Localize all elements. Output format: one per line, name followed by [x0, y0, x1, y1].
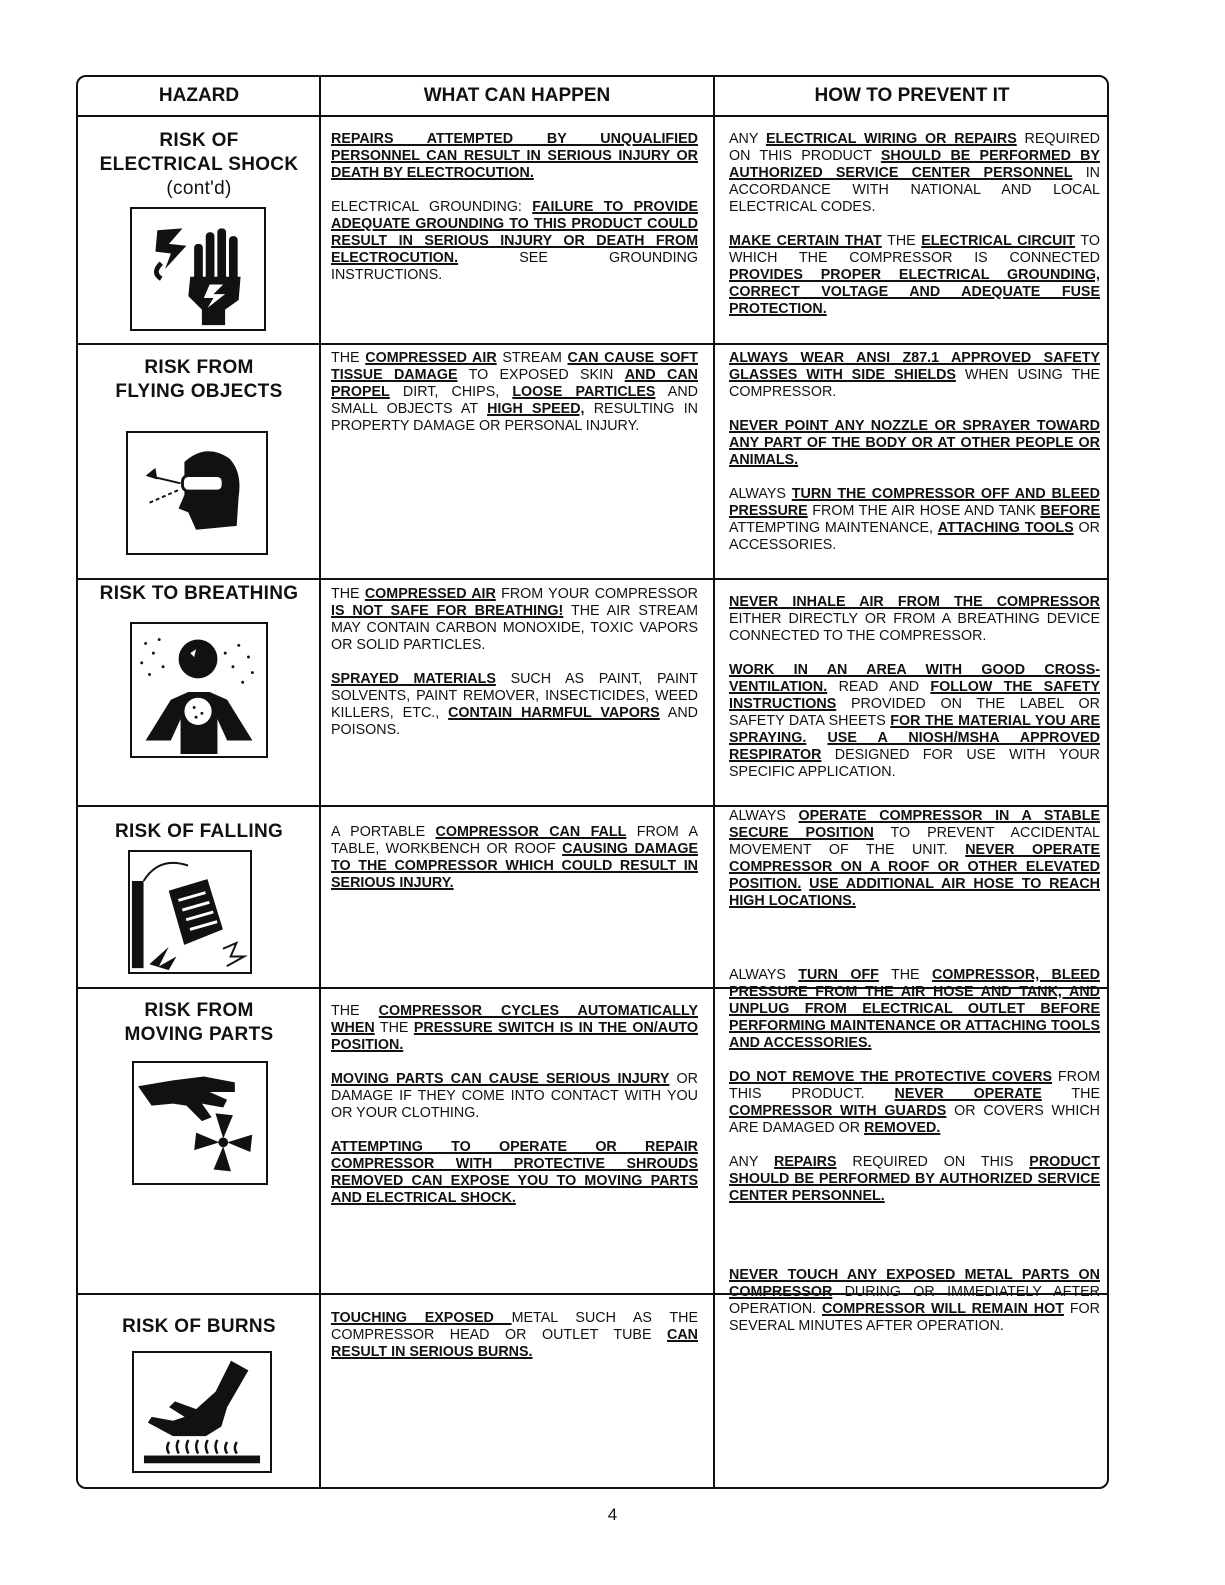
text-run: TO PREVENT ACCIDENTAL MOVEMENT OF THE UNIT. [729, 825, 1100, 858]
paragraph [729, 808, 1100, 910]
emphasized-text: COMPRESSED AIR [364, 586, 496, 602]
text-run: REQUIRED ON THIS [836, 1154, 1030, 1170]
column-divider [713, 77, 715, 1487]
column-divider [319, 77, 321, 1487]
text-run: ATTEMPTING MAINTENANCE, [729, 520, 938, 536]
paragraph [729, 662, 1100, 781]
paragraph [729, 1267, 1100, 1335]
text-run: AND SMALL OBJECTS AT [331, 384, 698, 417]
text-run: AND POISONS. [331, 705, 698, 738]
paragraph [331, 671, 698, 739]
text-run: IN ACCORDANCE WITH NATIONAL AND LOCAL ELECTRICAL CODES. [729, 165, 1100, 215]
hazard-table [76, 75, 1109, 1489]
emphasized-text: TURN THE COMPRESSOR OFF AND BLEED PRESSURE [729, 486, 1100, 519]
emphasized-text: FOR THE MATERIAL YOU ARE SPRAYING. [729, 713, 1101, 746]
hazard-title-burns: RISK OF BURNS [122, 1316, 276, 1337]
text-run: STREAM [496, 350, 568, 366]
text-run: THE [878, 967, 932, 983]
paragraph [331, 1071, 698, 1122]
paragraph [729, 131, 1100, 216]
paragraph [331, 131, 698, 182]
emphasized-text: SPRAYED MATERIALS [331, 671, 496, 687]
emphasized-text: AND CAN PROPEL [331, 367, 698, 400]
text-run: EITHER DIRECTLY OR FROM A BREATHING DEVICE CONNECTED TO THE COMPRESSOR. [729, 611, 1100, 644]
emphasized-text: NEVER INHALE AIR FROM THE COMPRESSOR [729, 594, 1100, 610]
emphasized-text: WORK IN AN AREA WITH GOOD CROSS-VENTILATION. [729, 662, 1100, 695]
emphasized-text: COMPRESSOR, BLEED PRESSURE FROM THE AIR HOSE AND TANK, AND UNPLUG FROM ELECTRICAL OUTLET BEFORE PERFORMING MAINTENANCE OR ATTACHING TOOLS AND ACCESSORIES. [729, 967, 1100, 1051]
emphasized-text: NEVER TOUCH ANY EXPOSED METAL PARTS ON COMPRESSOR [729, 1267, 1100, 1300]
paragraph [331, 1139, 698, 1207]
paragraph [331, 824, 698, 892]
emphasized-text: OPERATE COMPRESSOR IN A STABLE SECURE POSITION [729, 808, 1100, 841]
paragraph [729, 594, 1100, 645]
text-run: THE [331, 586, 365, 602]
text-run: THE [331, 1003, 379, 1019]
hot-surface-icon [132, 1351, 272, 1473]
emphasized-text: MOVING PARTS CAN CAUSE SERIOUS INJURY [331, 1071, 670, 1087]
emphasized-text: REPAIRS [774, 1154, 837, 1170]
emphasized-text: NEVER OPERATE [894, 1086, 1042, 1102]
emphasized-text: COMPRESSOR CYCLES AUTOMATICALLY WHEN [331, 1003, 698, 1036]
what-can-happen-electrical [331, 131, 698, 301]
paragraph [729, 1154, 1100, 1205]
text-run: THE [1041, 1086, 1100, 1102]
emphasized-text: COMPRESSOR WITH GUARDS [729, 1103, 947, 1119]
how-to-prevent-electrical [729, 131, 1100, 335]
what-can-happen-burns [331, 1310, 698, 1378]
emphasized-text: COMPRESSOR WILL REMAIN HOT [821, 1301, 1064, 1317]
hazard-title-moving-parts: RISK FROM MOVING PARTS [124, 1000, 274, 1045]
emphasized-text: USE A NIOSH/MSHA APPROVED RESPIRATOR [729, 730, 1100, 763]
text-run: FROM A TABLE, WORKBENCH OR ROOF [331, 824, 698, 857]
emphasized-text: ELECTRICAL CIRCUIT [921, 233, 1076, 249]
paragraph [331, 1310, 698, 1361]
emphasized-text: REPAIRS ATTEMPTED BY UNQUALIFIED PERSONNEL CAN RESULT IN SERIOUS INJURY OR DEATH BY ELECTROCUTION. [331, 131, 698, 181]
emphasized-text: TURN OFF [798, 967, 879, 983]
paragraph [729, 233, 1100, 318]
emphasized-text: FAILURE TO PROVIDE ADEQUATE GROUNDING TO THIS PRODUCT COULD RESULT IN SERIOUS INJURY OR DEATH FROM ELECTROCUTION. [331, 199, 698, 266]
emphasized-text: COMPRESSED AIR [365, 350, 497, 366]
text-run: PROVIDED ON THE LABEL OR SAFETY DATA SHEETS [729, 696, 1100, 729]
text-run: TO EXPOSED SKIN [457, 367, 625, 383]
text-run: ANY [729, 131, 766, 147]
how-to-prevent-burns [729, 1267, 1100, 1352]
emphasized-text: ALWAYS WEAR ANSI Z87.1 APPROVED SAFETY GLASSES WITH SIDE SHIELDS [729, 350, 1100, 383]
text-run: ANY [729, 1154, 775, 1170]
emphasized-text: ATTEMPTING TO OPERATE OR REPAIR COMPRESSOR WITH PROTECTIVE SHROUDS REMOVED CAN EXPOSE YOU TO MOVING PARTS AND ELECTRICAL SHOCK. [331, 1139, 698, 1206]
paragraph [729, 350, 1100, 401]
what-can-happen-moving-parts [331, 1003, 698, 1224]
emphasized-text: NEVER POINT ANY NOZZLE OR SPRAYER TOWARD ANY PART OF THE BODY OR AT OTHER PEOPLE OR ANIMALS. [729, 418, 1100, 468]
moving-parts-icon [132, 1061, 268, 1185]
header-how-to-prevent: HOW TO PREVENT IT [814, 85, 1010, 106]
emphasized-text: TOUCHING EXPOSED [331, 1310, 512, 1326]
how-to-prevent-breathing [729, 594, 1100, 798]
text-run: SEE GROUNDING INSTRUCTIONS. [331, 250, 698, 283]
hazard-title-electrical: RISK OF ELECTRICAL SHOCK (cont'd) [99, 130, 299, 199]
text-run: ALWAYS [729, 967, 799, 983]
paragraph [729, 418, 1100, 469]
page-number: 4 [607, 1505, 618, 1524]
what-can-happen-flying-objects [331, 350, 698, 452]
emphasized-text: PROVIDES PROPER ELECTRICAL GROUNDING, CORRECT VOLTAGE AND ADEQUATE FUSE PROTECTION. [729, 267, 1100, 317]
text-run: ALWAYS [729, 486, 792, 502]
text-run: METAL SUCH AS THE COMPRESSOR HEAD OR OUTLET TUBE [331, 1310, 698, 1343]
emphasized-text: ELECTRICAL WIRING OR REPAIRS [765, 131, 1017, 147]
paragraph [331, 586, 698, 654]
text-run: THE [881, 233, 922, 249]
emphasized-text: SHOULD BE PERFORMED BY AUTHORIZED SERVICE CENTER PERSONNEL [729, 148, 1100, 181]
text-run: RESULTING IN PROPERTY DAMAGE OR PERSONAL INJURY. [331, 401, 698, 434]
paragraph [729, 1069, 1100, 1137]
emphasized-text: PRESSURE SWITCH IS IN THE ON/AUTO POSITION. [331, 1020, 698, 1053]
row-divider [78, 578, 1107, 580]
text-run: THE [374, 1020, 414, 1036]
emphasized-text: COMPRESSOR CAN FALL [435, 824, 627, 840]
text-run: ALWAYS [729, 808, 799, 824]
emphasized-text: MAKE CERTAIN THAT [729, 233, 882, 249]
electrical-shock-icon [130, 207, 266, 331]
text-run: TO WHICH THE COMPRESSOR IS CONNECTED [729, 233, 1101, 266]
header-what-can-happen: WHAT CAN HAPPEN [423, 85, 611, 106]
paragraph [331, 350, 698, 435]
emphasized-text: HIGH SPEED, [487, 401, 585, 417]
flying-objects-icon [126, 431, 268, 555]
emphasized-text: BEFORE [1040, 503, 1100, 519]
text-run: THE [331, 350, 366, 366]
emphasized-text: CONTAIN HARMFUL VAPORS [448, 705, 660, 721]
emphasized-text: USE ADDITIONAL AIR HOSE TO REACH HIGH LOCATIONS. [729, 876, 1100, 909]
emphasized-text: ATTACHING TOOLS [937, 520, 1074, 536]
text-run [806, 730, 827, 746]
text-run: FROM THE AIR HOSE AND TANK [807, 503, 1041, 519]
paragraph [729, 486, 1100, 554]
text-run: WHEN USING THE COMPRESSOR. [729, 367, 1100, 400]
falling-compressor-icon [128, 850, 252, 974]
text-run: REQUIRED ON THIS PRODUCT [729, 131, 1100, 164]
emphasized-text: PRODUCT SHOULD BE PERFORMED BY AUTHORIZED SERVICE CENTER PERSONNEL. [729, 1154, 1100, 1204]
emphasized-text: NEVER OPERATE COMPRESSOR ON A ROOF OR OTHER ELEVATED POSITION. [729, 842, 1101, 892]
hazard-title-breathing: RISK TO BREATHING [99, 583, 299, 604]
hazard-title-falling: RISK OF FALLING [114, 821, 284, 842]
text-run: ELECTRICAL GROUNDING: [331, 199, 533, 215]
text-run: DIRT, CHIPS, [389, 384, 513, 400]
emphasized-text: CAN CAUSE SOFT TISSUE DAMAGE [331, 350, 698, 383]
emphasized-text: FOLLOW THE SAFETY INSTRUCTIONS [729, 679, 1100, 712]
text-run: SUCH AS PAINT, PAINT SOLVENTS, PAINT REMOVER, INSECTICIDES, WEED KILLERS, ETC., [331, 671, 698, 721]
emphasized-text: CAN RESULT IN SERIOUS BURNS. [331, 1327, 698, 1360]
how-to-prevent-falling [729, 808, 1100, 927]
hazard-title-flying-objects: RISK FROM FLYING OBJECTS [115, 357, 283, 402]
emphasized-text: LOOSE PARTICLES [512, 384, 656, 400]
how-to-prevent-flying-objects [729, 350, 1100, 571]
text-run: THE AIR STREAM MAY CONTAIN CARBON MONOXIDE, TOXIC VAPORS OR SOLID PARTICLES. [331, 603, 698, 653]
text-run: DURING OR IMMEDIATELY AFTER OPERATION. [729, 1284, 1100, 1317]
text-run: READ AND [827, 679, 931, 695]
breathing-hazard-icon [130, 622, 268, 758]
row-divider [78, 805, 1107, 807]
text-run: A PORTABLE [331, 824, 436, 840]
emphasized-text: DO NOT REMOVE THE PROTECTIVE COVERS [729, 1069, 1053, 1085]
text-run: DESIGNED FOR USE WITH YOUR SPECIFIC APPLICATION. [729, 747, 1100, 780]
paragraph [729, 967, 1100, 1052]
text-run: FROM YOUR COMPRESSOR [495, 586, 698, 602]
text-run: OR COVERS WHICH ARE DAMAGED OR [729, 1103, 1100, 1136]
text-run: OR DAMAGE IF THEY COME INTO CONTACT WITH YOU OR YOUR CLOTHING. [331, 1071, 699, 1121]
header-hazard: HAZARD [158, 85, 240, 106]
what-can-happen-falling [331, 824, 698, 909]
paragraph [331, 199, 698, 284]
emphasized-text: REMOVED. [864, 1120, 941, 1136]
text-run [801, 876, 809, 892]
header-divider [78, 115, 1107, 117]
emphasized-text: CAUSING DAMAGE TO THE COMPRESSOR WHICH COULD RESULT IN SERIOUS INJURY. [331, 841, 698, 891]
row-divider [78, 343, 1107, 345]
emphasized-text: IS NOT SAFE FOR BREATHING! [331, 603, 564, 619]
text-run: FOR SEVERAL MINUTES AFTER OPERATION. [729, 1301, 1100, 1334]
paragraph [331, 1003, 698, 1054]
text-run: FROM THIS PRODUCT. [729, 1069, 1100, 1102]
text-run: OR ACCESSORIES. [729, 520, 1100, 553]
what-can-happen-breathing [331, 586, 698, 756]
how-to-prevent-moving-parts [729, 967, 1100, 1222]
